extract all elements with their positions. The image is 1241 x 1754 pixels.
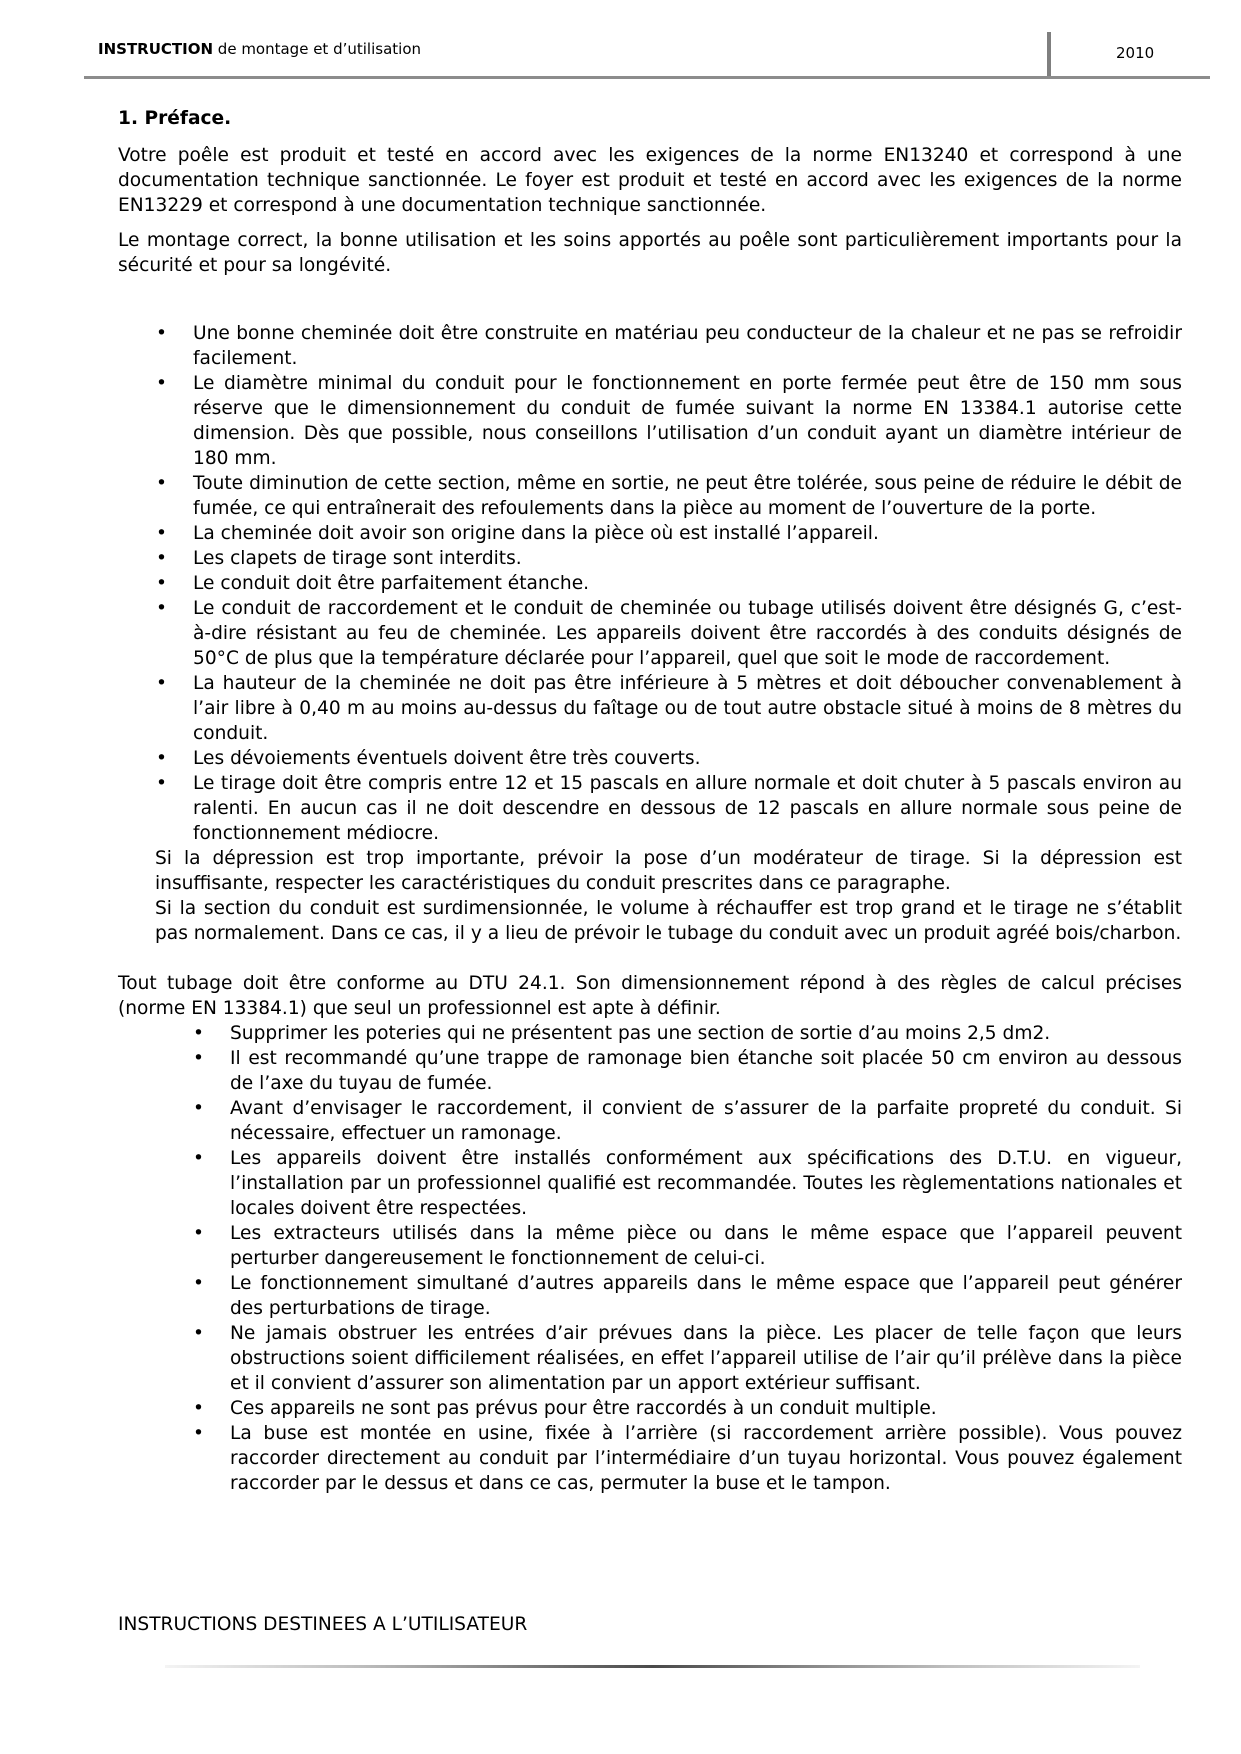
page-header [84, 0, 1210, 80]
tubage-paragraph: Tout tubage doit être conforme au DTU 24.1. Son dimensionnement répond à des règles de calcul précises (norme EN 13384.1) que seul un professionnel est apte à définir. [118, 973, 1182, 1019]
list-item: • Les dévoiements éventuels doivent être très couverts. [118, 746, 1182, 771]
header-rule [84, 76, 1210, 79]
preface-paragraph-1: Votre poêle est produit et testé en accord avec les exigences de la norme EN13240 et correspond à une documentation technique sanctionnée. Le foyer est produit et testé en accord avec les exigences de la norme EN13229 et correspond à une documentation technique sanctionnée. [118, 145, 1182, 216]
list-item: • Ces appareils ne sont pas prévus pour être raccordés à un conduit multiple. [118, 1396, 1182, 1421]
list-item: • Les extracteurs utilisés dans la même pièce ou dans le même espace que l’appareil peuvent perturber dangereusement le fonctionnement de celui-ci. [118, 1221, 1182, 1271]
installation-requirements-list [118, 1021, 1182, 1496]
list-item: • La buse est montée en usine, fixée à l’arrière (si raccordement arrière possible). Vous pouvez raccorder directement au conduit par l’intermédiaire d’un tuyau horizontal. Vous pouvez également raccorder par le dessus et dans ce cas, permuter la buse et le tampon. [118, 1421, 1182, 1496]
list-item: • Le conduit de raccordement et le conduit de cheminée ou tubage utilisés doivent être désignés G, c’est-à-dire résistant au feu de cheminée. Les appareils doivent être raccordés à des conduits désignés de 50°C de plus que la température déclarée pour l’appareil, quel que soit le mode de raccordement. [118, 596, 1182, 671]
list-item: • Une bonne cheminée doit être construite en matériau peu conducteur de la chaleur et ne pas se refroidir facilement. [118, 321, 1182, 371]
section-title: 1. Préface. [118, 108, 232, 129]
document-title-bold: INSTRUCTION [98, 40, 214, 58]
list-item: • Le tirage doit être compris entre 12 et 15 pascals en allure normale et doit chuter à 5 pascals environ au ralenti. En aucun cas il ne doit descendre en dessous de 12 pascals en allure normale sous peine de fonctionnement médiocre. [118, 771, 1182, 846]
list-item: • Les appareils doivent être installés conformément aux spécifications des D.T.U. en vigueur, l’installation par un professionnel qualifié est recommandée. Toutes les règlementations nationales et locales doivent être respectées. [118, 1146, 1182, 1221]
list-item: • Supprimer les poteries qui ne présentent pas une section de sortie d’au moins 2,5 dm2. [118, 1021, 1182, 1046]
chimney-requirements-list [118, 321, 1182, 846]
list-item: • Toute diminution de cette section, même en sortie, ne peut être tolérée, sous peine de réduire le débit de fumée, ce qui entraînerait des refoulements dans la pièce au moment de l’ouverture de la porte. [118, 471, 1182, 521]
list-item: • Le fonctionnement simultané d’autres appareils dans le même espace que l’appareil peut générer des perturbations de tirage. [118, 1271, 1182, 1321]
document-title-rest: de montage et d’utilisation [213, 40, 422, 58]
list-item: • La cheminée doit avoir son origine dans la pièce où est installé l’appareil. [118, 521, 1182, 546]
preface-paragraph-2: Le montage correct, la bonne utilisation et les soins apportés au poêle sont particulièrement importants pour la sécurité et pour sa longévité. [118, 230, 1182, 276]
list-item: • Avant d’envisager le raccordement, il convient de s’assurer de la parfaite propreté du conduit. Si nécessaire, effectuer un ramonage. [118, 1096, 1182, 1146]
document-title [98, 40, 421, 58]
list-item: • Le conduit doit être parfaitement étanche. [118, 571, 1182, 596]
footer-rule [165, 1665, 1140, 1668]
depression-note-1: Si la dépression est trop importante, prévoir la pose d’un modérateur de tirage. Si la dépression est insuffisante, respecter les caractéristiques du conduit prescrites dans ce paragraphe. [155, 848, 1182, 894]
list-item: • La hauteur de la cheminée ne doit pas être inférieure à 5 mètres et doit déboucher convenablement à l’air libre à 0,40 m au moins au-dessus du faîtage ou de tout autre obstacle situé à moins de 8 mètres du conduit. [118, 671, 1182, 746]
list-item: • Ne jamais obstruer les entrées d’air prévues dans la pièce. Les placer de telle façon que leurs obstructions soient difficilement réalisées, en effet l’appareil utilise de l’air qu’il prélève dans la pièce et il convient d’assurer son alimentation par un apport extérieur suffisant. [118, 1321, 1182, 1396]
list-item: • Les clapets de tirage sont interdits. [118, 546, 1182, 571]
header-divider [1047, 32, 1051, 76]
list-item: • Il est recommandé qu’une trappe de ramonage bien étanche soit placée 50 cm environ au dessous de l’axe du tuyau de fumée. [118, 1046, 1182, 1096]
document-year: 2010 [1116, 44, 1155, 62]
page-content [118, 100, 1182, 1496]
footer-title: INSTRUCTIONS DESTINEES A L’UTILISATEUR [118, 1614, 528, 1635]
list-item: • Le diamètre minimal du conduit pour le fonctionnement en porte fermée peut être de 150 mm sous réserve que le dimensionnement du conduit de fumée suivant la norme EN 13384.1 autorise cette dimension. Dès que possible, nous conseillons l’utilisation d’un conduit ayant un diamètre intérieur de 180 mm. [118, 371, 1182, 471]
depression-note-2: Si la section du conduit est surdimensionnée, le volume à réchauffer est trop grand et le tirage ne s’établit pas normalement. Dans ce cas, il y a lieu de prévoir le tubage du conduit avec un produit agréé bois/charbon. [155, 898, 1182, 944]
